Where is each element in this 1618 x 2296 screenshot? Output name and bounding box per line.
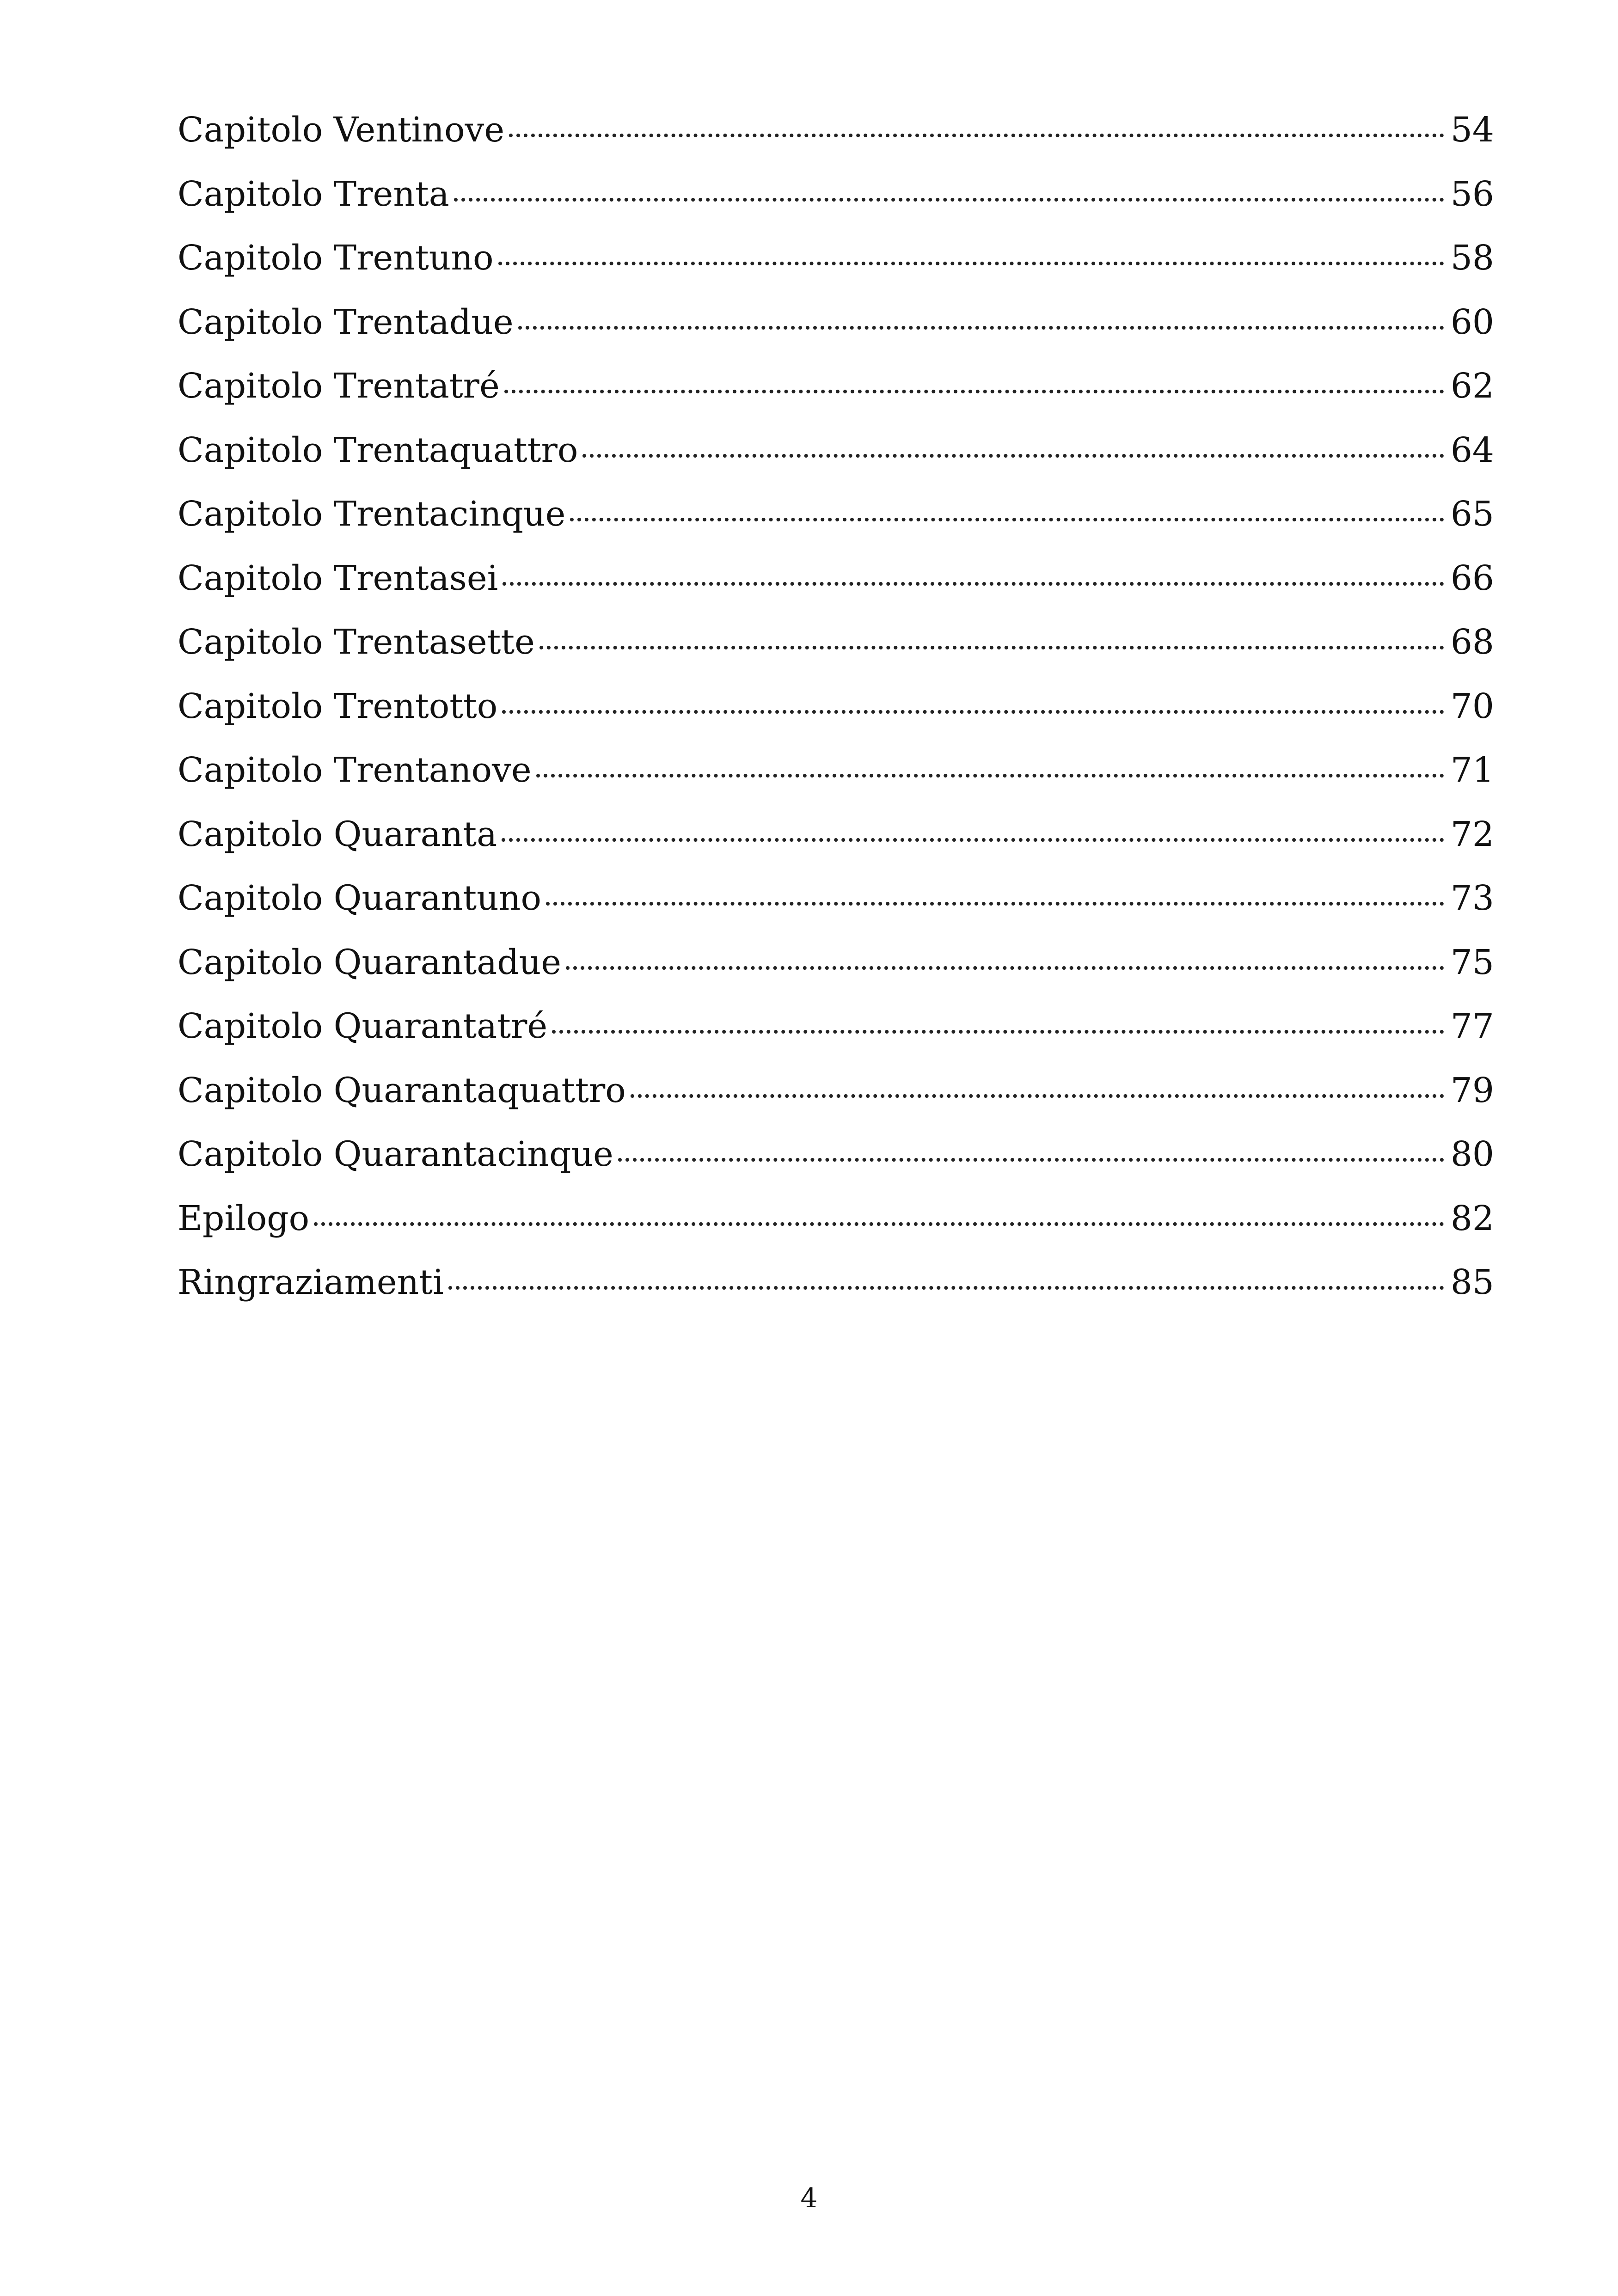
toc-entry-title: Capitolo Quarantatré [178,1006,548,1046]
toc-entry [178,738,1494,802]
dotted-leader [454,198,1444,202]
toc-entry-page-number: 79 [1450,1070,1494,1110]
toc-entry-title: Capitolo Trentadue [178,302,514,342]
toc-entry-page-number: 82 [1450,1198,1494,1238]
toc-entry-title: Capitolo Trentasette [178,622,535,662]
toc-entry [178,354,1494,418]
toc-entry [178,802,1494,867]
toc-entry-page-number: 62 [1450,366,1494,406]
toc-entry-page-number: 71 [1450,750,1494,790]
toc-entry [178,994,1494,1059]
toc-entry-page-number: 73 [1450,878,1494,918]
toc-entry-page-number: 70 [1450,686,1494,726]
toc-entry-title: Capitolo Trentaquattro [178,430,578,470]
toc-entry [178,931,1494,995]
dotted-leader [518,326,1444,330]
toc-entry-page-number: 56 [1450,174,1494,214]
dotted-leader [498,262,1444,265]
toc-entry-title: Ringraziamenti [178,1262,444,1302]
toc-entry-page-number: 54 [1450,110,1494,150]
dotted-leader [502,710,1444,714]
toc-entry [178,418,1494,483]
table-of-contents [178,98,1494,1315]
toc-entry [178,1122,1494,1187]
toc-entry-title: Capitolo Trentasei [178,558,498,598]
dotted-leader [546,902,1444,906]
toc-entry-title: Capitolo Trentuno [178,238,494,278]
toc-entry [178,866,1494,931]
toc-entry-page-number: 77 [1450,1006,1494,1046]
dotted-leader [504,390,1444,393]
dotted-leader [631,1094,1444,1098]
dotted-leader [448,1286,1444,1290]
toc-entry-title: Capitolo Quarantadue [178,942,562,982]
toc-entry-page-number: 68 [1450,622,1494,662]
toc-entry-page-number: 80 [1450,1134,1494,1174]
toc-entry [178,98,1494,162]
toc-entry [178,546,1494,611]
dotted-leader [536,774,1444,778]
toc-entry-title: Capitolo Trentacinque [178,494,566,534]
toc-entry [178,1250,1494,1315]
dotted-leader [570,518,1444,521]
toc-entry-title: Capitolo Trenta [178,174,449,214]
toc-entry [178,162,1494,227]
toc-entry [178,1059,1494,1123]
toc-entry-page-number: 64 [1450,430,1494,470]
dotted-leader [552,1030,1444,1034]
dotted-leader [566,966,1444,970]
page-number: 4 [800,2182,818,2214]
toc-entry [178,482,1494,546]
toc-entry-title: Capitolo Trentotto [178,686,498,726]
toc-entry-title: Capitolo Trentanove [178,750,532,790]
toc-entry [178,290,1494,355]
dotted-leader [314,1222,1444,1226]
toc-entry-page-number: 66 [1450,558,1494,598]
toc-entry [178,674,1494,739]
dotted-leader [582,454,1444,458]
toc-entry-page-number: 72 [1450,814,1494,854]
toc-entry-title: Capitolo Quaranta [178,814,497,854]
toc-entry-title: Capitolo Trentatré [178,366,500,406]
toc-entry-page-number: 85 [1450,1262,1494,1302]
dotted-leader [539,646,1444,649]
dotted-leader [509,134,1444,137]
dotted-leader [618,1158,1444,1162]
toc-entry-page-number: 60 [1450,302,1494,342]
toc-entry [178,610,1494,674]
toc-entry-page-number: 58 [1450,238,1494,278]
toc-entry-title: Capitolo Quarantuno [178,878,542,918]
toc-entry-title: Capitolo Quarantacinque [178,1134,613,1174]
toc-entry-page-number: 65 [1450,494,1494,534]
dotted-leader [503,582,1444,586]
toc-entry-title: Epilogo [178,1198,310,1238]
toc-entry [178,1187,1494,1251]
toc-entry [178,226,1494,290]
toc-entry-title: Capitolo Ventinove [178,110,505,150]
toc-entry-page-number: 75 [1450,942,1494,982]
toc-entry-title: Capitolo Quarantaquattro [178,1070,626,1110]
dotted-leader [502,838,1444,842]
